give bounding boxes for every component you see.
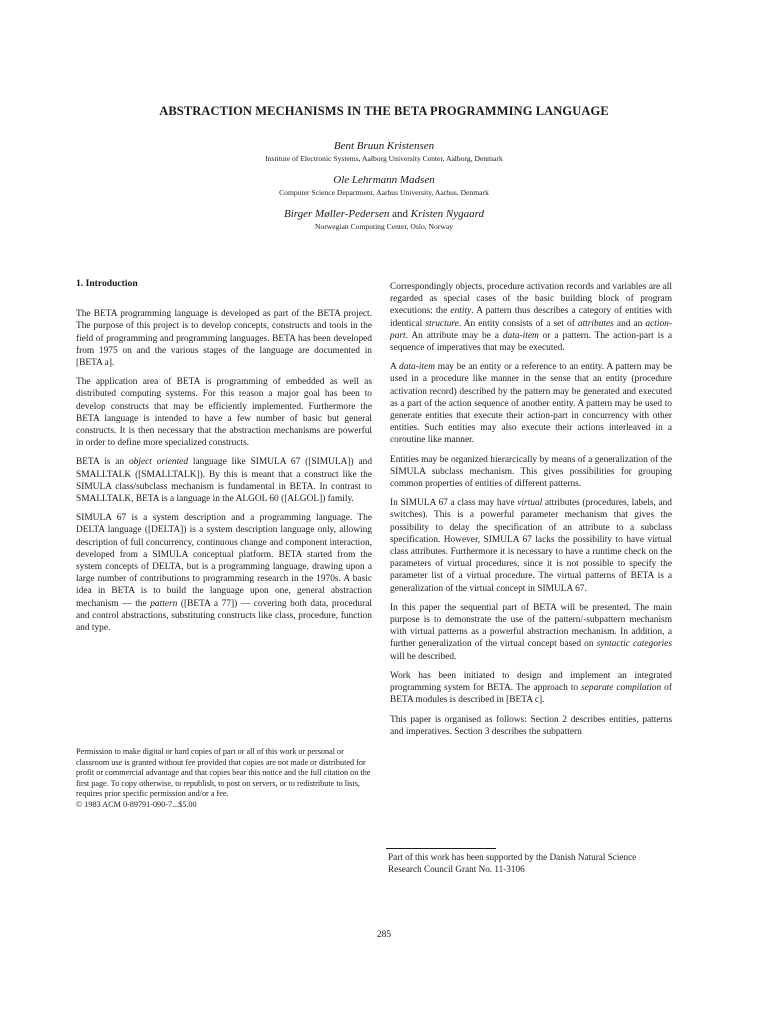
author-name: Birger Møller-Pedersen xyxy=(283,208,390,220)
author-affiliation: Institute of Electronic Systems, Aalborg University Center, Aalborg, Denmark xyxy=(265,154,503,163)
paragraph: Work has been initiated to design and implement an integrated programming system for BETA. The approach to separate compilation of BETA modules is described in [BETA c]. xyxy=(390,670,672,706)
section-title: Introduction xyxy=(85,278,138,289)
page-number: 285 xyxy=(376,930,392,940)
right-column xyxy=(390,281,672,745)
author-name: Bent Bruun Kristensen xyxy=(333,140,435,152)
paper-title: ABSTRACTION MECHANISMS IN THE BETA PROGRAMMING LANGUAGE xyxy=(159,104,609,118)
author-affiliation: Computer Science Department, Aarhus University, Aarhus, Denmark xyxy=(279,188,489,197)
author-block xyxy=(0,140,768,242)
author-name: Ole Lehrmann Madsen xyxy=(333,174,435,186)
paragraph: Correspondingly objects, procedure activation records and variables are all regarded as special cases of the basic building block of program executions: the entity. A pattern thus describes a category of entities with identical structure. An entity consists of a set of attributes and an action-part. An attribute may be a data-item or a pattern. The action-part is a sequence of imperatives that may be executed. xyxy=(390,282,672,354)
paragraph: In SIMULA 67 a class may have virtual attributes (procedures, labels, and switches). This is a powerful parameter mechanism that gives the possibility to delay the specification of an attribute to a subclass specification. However, SIMULA 67 lacks the possibility to have virtual class attributes. Furthermore it is necessary to have a runtime check on the parameters of virtual procedures, since it is not possible to specify the parameter list of a virtual procedure. The virtual patterns of BETA is a generalization of the virtual concept in SIMULA 67. xyxy=(390,498,672,594)
paragraph: The BETA programming language is developed as part of the BETA project. The purpose of this project is to develop concepts, constructs and tools in the field of programming and programming languages. BETA has been developed from 1975 on and the various stages of the language are documented in [BETA a]. xyxy=(76,309,372,369)
footnote-divider xyxy=(386,848,496,849)
section-number: 1. xyxy=(76,278,84,289)
author-affiliation: Norwegian Computing Center, Oslo, Norway xyxy=(314,222,454,231)
paragraph: A data-item may be an entity or a reference to an entity. A pattern may be used in a procedure like manner in the sense that an entity (procedure activation record) described by the pattern may be generated and executed as a part of the action sequence of another entity. A pattern may be used to generate entities that execute their action-part in concurrency with other entities. Such entities may also execute their actions interleaved in a coroutine like manner. xyxy=(390,362,672,446)
copyright-notice xyxy=(76,747,372,811)
paragraph: BETA is an object oriented language like SIMULA 67 ([SIMULA]) and SMALLTALK ([SMALLTALK]). By this is meant that a construct like the SIMULA class/subclass mechanism is fundamental in BETA. In contrast to SMALLTALK, BETA is a language in the ALGOL 60 ([ALGOL]) family. xyxy=(76,457,373,505)
permission-text: Permission to make digital or hard copies of part or all of this work or personal or classroom use is granted without fee provided that copies are not made or distributed for profit or commercial advantage and that copies bear this notice and the full citation on the first page. To copy otherwise, to republish, to post on servers, or to redistribute to lists, requires prior specific permission and/or a fee. xyxy=(76,747,371,799)
paragraph: SIMULA 67 is a system description and a programming language. The DELTA language ([DELTA]) is a system description language only, allowing description of full concurrency, continuous change and component interaction, developed from a SIMULA conceptual platform. BETA started from the system concepts of DELTA, but is a programming language, drawing upon a large number of contributions to programming research in the 1970s. A basic idea in BETA is to build the language upon one, general abstraction mechanism — the pattern ([BETA a 77]) — covering both data, procedural and control abstractions, substituting constructs like class, procedure, function and type. xyxy=(76,513,372,634)
footnote: Part of this work has been supported by the Danish Natural Science Research Council Grant No. 11-3106 xyxy=(388,852,637,874)
paragraph: This paper is organised as follows: Section 2 describes entities, patterns and imperatives. Section 3 describes the subpattern xyxy=(390,714,672,737)
section-heading xyxy=(76,278,372,290)
paragraph: Entities may be organized hierarcically by means of a generalization of the SIMULA subclass mechanism. This gives possibilities for grouping common properties of entities of different patterns. xyxy=(390,454,672,490)
paragraph: The application area of BETA is programming of embedded as well as distributed computing systems. For this reason a major goal has been to develop constructs that may be efficiently implemented. Furthermore the BETA language is intended to have a few number of basic but general constructs. It is then necessary that the abstraction mechanisms are powerful in order to define more specialized constructs. xyxy=(76,377,372,449)
author-name: Kristen Nygaard xyxy=(410,208,484,220)
author-conjunction: and xyxy=(392,208,408,220)
left-column xyxy=(76,278,372,641)
paragraph: In this paper the sequential part of BETA will be presented. The main purpose is to demonstrate the use of the pattern/-subpattern mechanism with virtual patterns as a powerful abstraction mechanism. In addition, a further generalization of the virtual concept based on syntactic categories will be described. xyxy=(390,602,672,662)
author-names-pair xyxy=(0,208,768,221)
copyright-line: © 1983 ACM 0-89791-090-7...$5.00 xyxy=(76,799,197,809)
